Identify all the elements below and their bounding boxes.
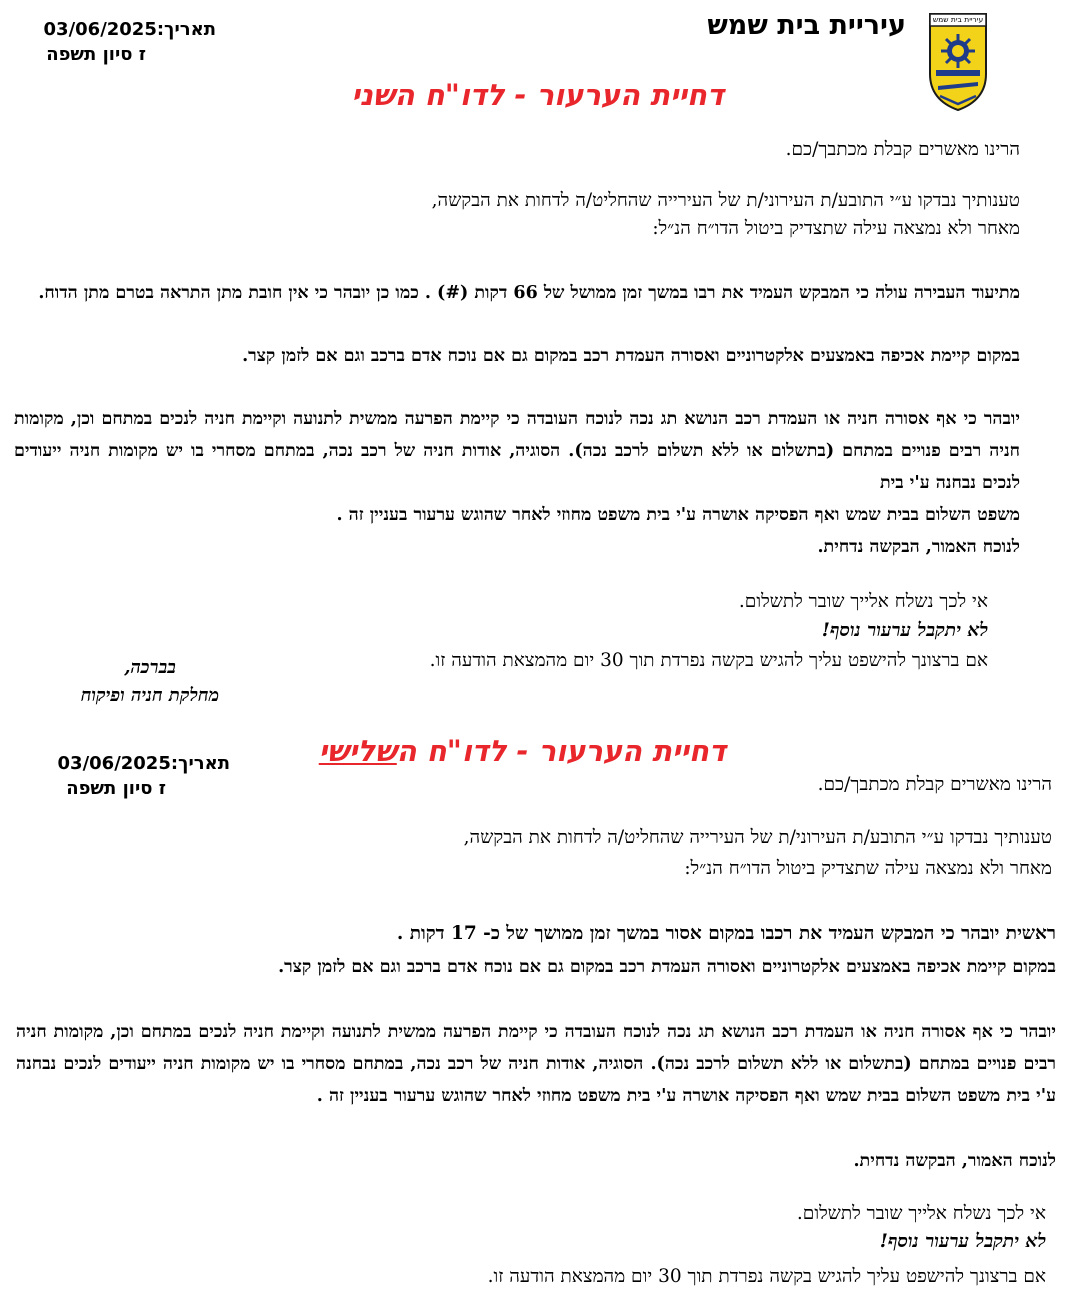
letter2-intro-1: טענותיך נבדקו ע״י התובע/ת העירוני/ת של העירייה שהחליט/ה לדחות את הבקשה, (463, 827, 1052, 848)
letter2-closing-1: אי לכך נשלח אלייך שובר לתשלום. (796, 1203, 1046, 1224)
date-line (26, 17, 216, 42)
letter1-paragraph-5: לנוכח האמור, הבקשה נדחית. (817, 537, 1020, 557)
date-value: 03/06/2025 (43, 19, 157, 40)
letter1-closing-3: אם ברצונך להישפט עליך להגיש בקשה נפרדת תוך 30 יום מהמצאת הודעה זו. (429, 650, 988, 671)
letter1-paragraph-1: מתיעוד העבירה עולה כי המבקש העמיד את רבו במשך זמן ממושל של 66 דקות (#) . כמו כן יובהר כי אין חובת מתן התראה בטרם מתן הדוח. (38, 283, 1020, 303)
letter1-title: דחיית הערעור - לדו"ח השני (351, 78, 724, 112)
letter1-paragraph-2: במקום קיימת אכיפה באמצעים אלקטרוניים ואסורה העמדת רכב במקום גם אם נוכח אדם ברכב וגם אם לזמן קצר. (242, 346, 1020, 366)
signature-department: מחלקת חניה ופיקוח (80, 685, 220, 706)
letter2-paragraph-4: לנוכח האמור, הבקשה נדחית. (853, 1151, 1056, 1171)
municipality-name: עיריית בית שמש (707, 10, 906, 41)
date-label: תאריך: (156, 19, 216, 40)
letter1-ack: הרינו מאשרים קבלת מכתבך/כם. (785, 139, 1020, 160)
letter1-intro-1: טענותיך נבדקו ע״י התובע/ת העירוני/ת של העירייה שהחליט/ה לדחות את הבקשה, (431, 190, 1020, 211)
letter2-closing-2: לא יתקבל ערעור נוסף! (879, 1231, 1046, 1252)
letter2-intro-2: מאחר ולא נמצאה עילה שתצדיק ביטול הדו״ח הנ״ל: (684, 858, 1052, 879)
hebrew-date-2: ז סיון תשפה (66, 778, 166, 799)
municipality-logo (928, 12, 988, 112)
letter2-paragraph-1: ראשית יובהר כי המבקש העמיד את רכבו במקום אסור במשך זמן ממושך של כ- 17 דקות . (396, 923, 1056, 944)
letter2-paragraph-3: יובהר כי אף אסורה חניה או העמדת רכב הנושא תג נכה לנוכח העובדה כי קיימת הפרעה ממשית לתנועה וקיימת חניה לנכים במתחם וכן, מקומות חניה רבים פנויים במתחם (בתשלום או ללא תשלום לרכב נכה). הסוגיה, אודות חניה של רכב נכה, במתחם מסחרי בו יש מקומות חניה ייעודים לנכים נבחנה ע'י בית משפט השלום בבית שמש ואף הפסיקה אושרה ע'י בית משפט מחוזי לאחר שהוגש ערעור בעניין זה . (16, 1022, 1056, 1106)
letter1-closing-2: לא יתקבל ערעור נוסף! (821, 620, 988, 641)
letter2-title (319, 734, 726, 768)
letter2-ack: הרינו מאשרים קבלת מכתבך/כם. (817, 774, 1052, 795)
date-label-2: תאריך: (170, 753, 230, 774)
letter2-paragraph-2: במקום קיימת אכיפה באמצעים אלקטרוניים ואסורה העמדת רכב במקום גם אם נוכח אדם ברכב וגם אם לזמן קצר. (278, 957, 1056, 977)
hebrew-date: ז סיון תשפה (46, 44, 146, 65)
date-block-second (38, 751, 230, 801)
letter1-intro-2: מאחר ולא נמצאה עילה שתצדיק ביטול הדו״ח הנ״ל: (652, 218, 1020, 239)
date-value-2: 03/06/2025 (57, 753, 171, 774)
signature (40, 654, 260, 710)
signature-greeting: בברכה, (124, 657, 176, 678)
letter1-closing-1: אי לכך נשלח אלייך שובר לתשלום. (738, 591, 988, 612)
date-line-2 (38, 751, 230, 776)
letter2-closing-3: אם ברצונך להישפט עליך להגיש בקשה נפרדת תוך 30 יום מהמצאת הודעה זו. (487, 1266, 1046, 1287)
letter1-paragraph-3: יובהר כי אף אסורה חניה או העמדת רכב הנושא תג נכה לנוכח העובדה כי קיימת הפרעה ממשית לתנועה וקיימת חניה לנכים במתחם וכן, מקומות חניה רבים פנויים במתחם (בתשלום או ללא תשלום לרכב נכה). הסוגיה, אודות חניה של רכב נכה, במתחם מסחרי בו יש מקומות חניה ייעודים לנכים נבחנה ע'י בית (14, 409, 1020, 493)
letter2-title-underlined: שלישי (318, 734, 397, 768)
logo-caption: עיריית בית שמש (932, 15, 984, 24)
date-block-top (26, 17, 216, 67)
letter1-paragraph-4: משפט השלום בבית שמש ואף הפסיקה אושרה ע'י בית משפט מחוזי לאחר שהוגש ערעור בעניין זה . (336, 505, 1020, 525)
letter2-title-main: דחיית הערעור - לדו"ח ה (396, 734, 726, 768)
